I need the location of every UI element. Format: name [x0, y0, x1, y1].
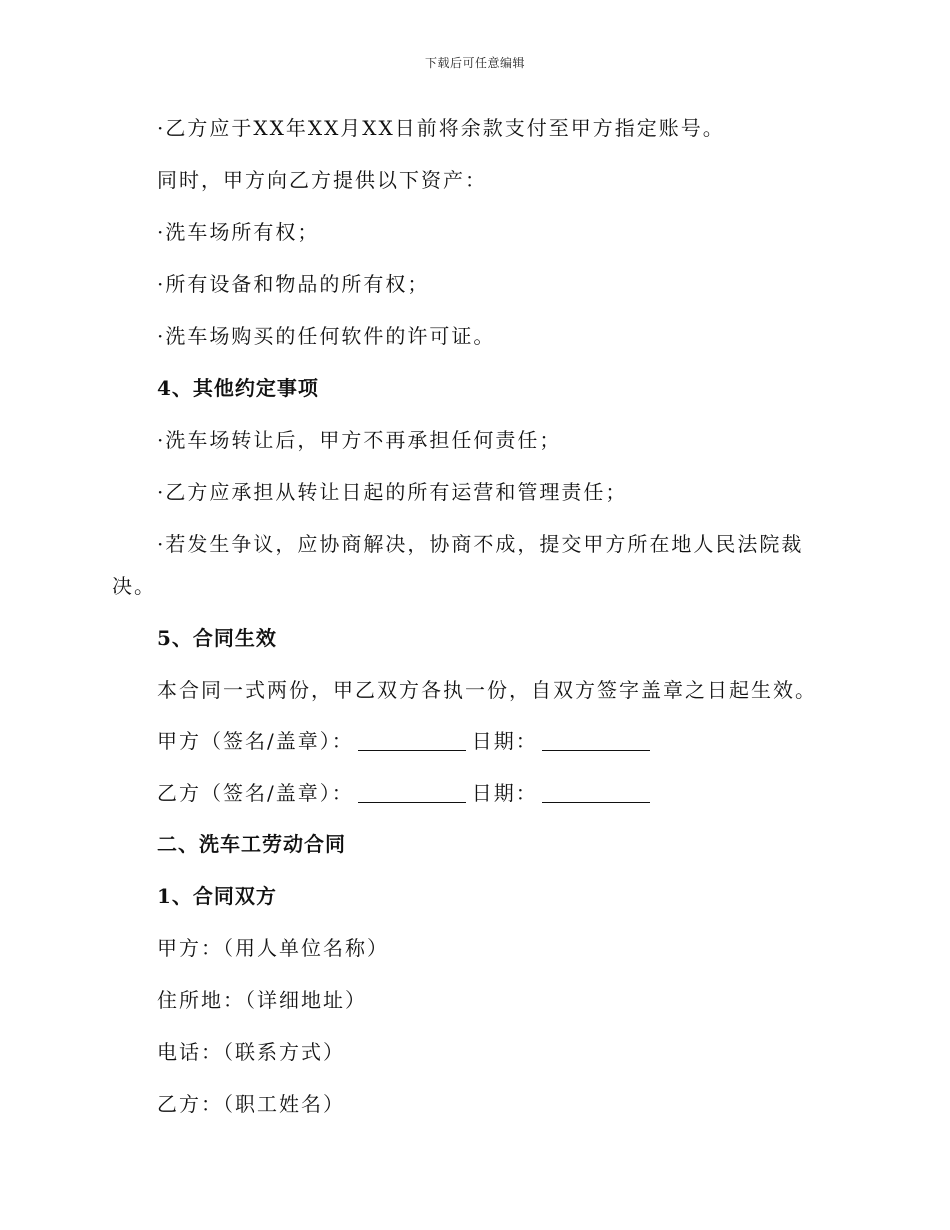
paragraph-contract-effect: 本合同一式两份，甲乙双方各执一份，自双方签字盖章之日起生效。 — [157, 678, 817, 702]
signature-blank-party-b[interactable] — [358, 784, 466, 803]
list-item-operation-responsibility: ·乙方应承担从转让日起的所有运营和管理责任； — [157, 480, 628, 504]
field-party-b-name: 乙方：（职工姓名） — [157, 1092, 345, 1116]
date-blank-party-a[interactable] — [542, 732, 650, 751]
list-item-carwash-ownership: ·洗车场所有权； — [157, 220, 320, 244]
field-address: 住所地：（详细地址） — [157, 988, 367, 1012]
list-item-dispute-resolution-continued: 决。 — [112, 574, 156, 598]
signature-row-party-b — [157, 780, 656, 806]
field-party-a-name: 甲方：（用人单位名称） — [157, 936, 389, 960]
section-heading-labor-contract: 二、洗车工劳动合同 — [157, 832, 346, 856]
date-label-party-b: 日期： — [471, 781, 538, 805]
date-blank-party-b[interactable] — [542, 784, 650, 803]
date-label-party-a: 日期： — [471, 729, 538, 753]
list-item-software-license: ·洗车场购买的任何软件的许可证。 — [157, 324, 496, 348]
list-item-no-liability: ·洗车场转让后，甲方不再承担任何责任； — [157, 428, 562, 452]
paragraph-balance-payment: ·乙方应于XX年XX月XX日前将余款支付至甲方指定账号。 — [157, 116, 725, 140]
list-item-dispute-resolution: ·若发生争议，应协商解决，协商不成，提交甲方所在地人民法院裁 — [157, 532, 804, 556]
section-heading-other-terms: 4、其他约定事项 — [157, 376, 319, 400]
signature-row-party-a — [157, 728, 656, 754]
section-heading-contract-effect: 5、合同生效 — [157, 626, 277, 650]
paragraph-assets-intro: 同时，甲方向乙方提供以下资产： — [157, 168, 487, 192]
signature-blank-party-a[interactable] — [358, 732, 466, 751]
list-item-equipment-ownership: ·所有设备和物品的所有权； — [157, 272, 430, 296]
section-heading-contract-parties: 1、合同双方 — [157, 884, 277, 908]
page-header-note: 下载后可任意编辑 — [424, 56, 525, 70]
field-phone: 电话：（联系方式） — [157, 1040, 345, 1064]
signature-label-party-b: 乙方（签名/盖章）： — [157, 781, 354, 805]
signature-label-party-a: 甲方（签名/盖章）： — [157, 729, 354, 753]
